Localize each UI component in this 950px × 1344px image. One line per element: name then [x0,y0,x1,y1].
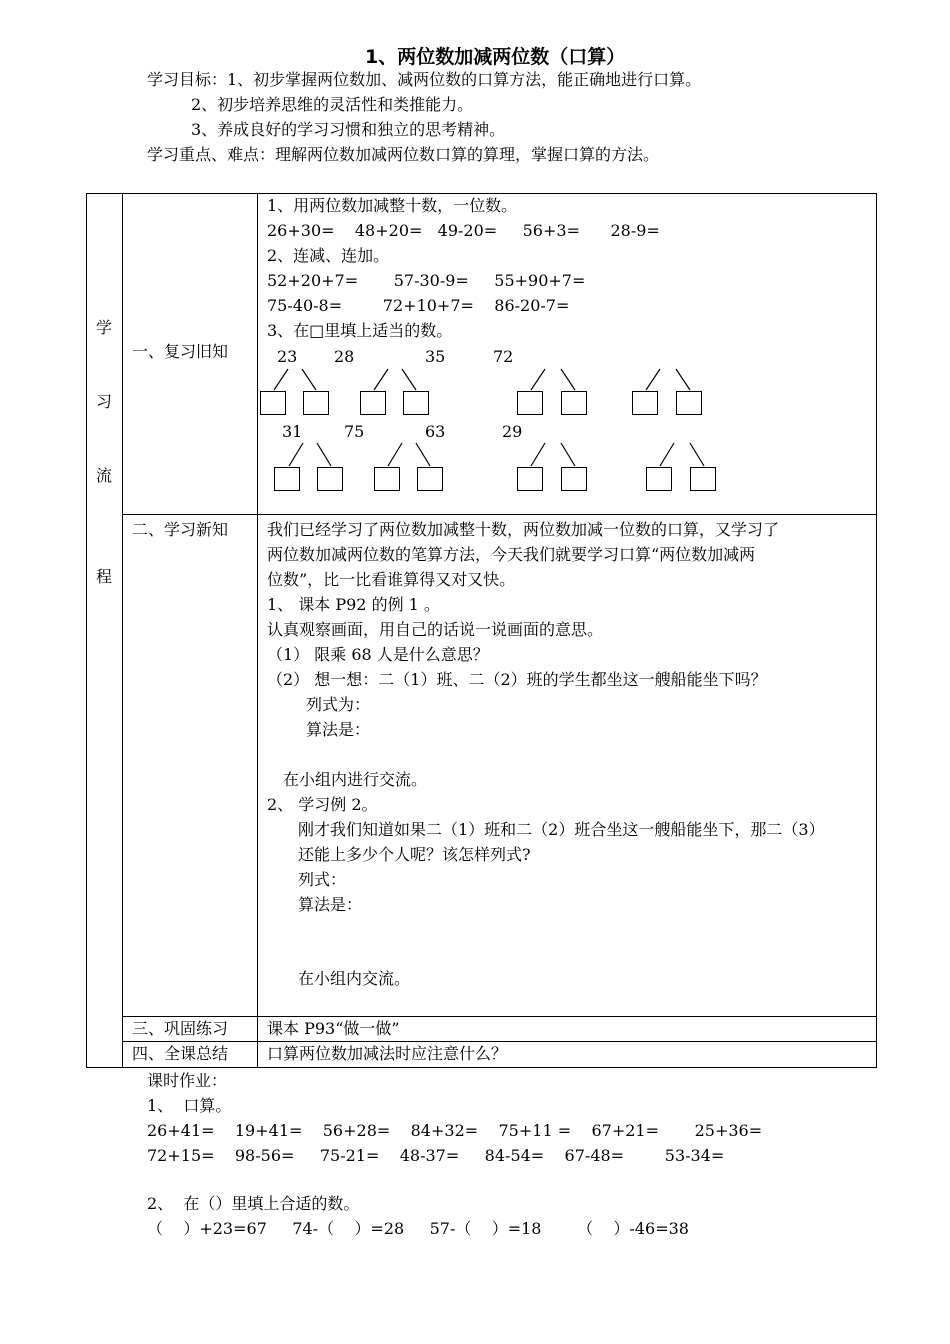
review-line-5: 75-40-8= 72+10+7= 86-20-7= [267,296,570,315]
answer-box[interactable] [690,467,716,491]
answer-box[interactable] [360,391,386,415]
summary-label: 四、全课总结 [132,1044,229,1063]
answer-box[interactable] [517,391,543,415]
new-line-5: 认真观察画面，用自己的话说一说画面的意思。 [267,620,604,639]
key-points-line: 学习重点、难点：理解两位数加减两位数口算的算理，掌握口算的方法。 [147,145,660,164]
answer-box[interactable] [417,467,443,491]
homework-row-2: 72+15= 98-56= 75-21= 48-37= 84-54= 67-48= 53-34= [147,1146,725,1165]
goal-line-2: 2、初步培养思维的灵活性和类推能力。 [191,95,474,114]
new-line-7: （2） 想一想：二（1）班、二（2）班的学生都坐这一艘船能坐下吗？ [267,670,767,689]
new-line-4: 1、 课本 P92 的例 1 。 [267,595,440,614]
answer-box[interactable] [317,467,343,491]
practice-content: 课本 P93“做一做” [267,1019,400,1038]
decompose-number: 72 [493,347,514,366]
decompose-number: 75 [344,422,365,441]
new-line-10: 在小组内进行交流。 [283,770,428,789]
new-line-15: 算法是： [298,895,363,914]
decompose-number: 31 [282,422,303,441]
new-line-6: （1） 限乘 68 人是什么意思？ [267,645,489,664]
summary-content: 口算两位数加减法时应注意什么？ [267,1044,508,1063]
new-line-16: 在小组内交流。 [298,969,411,988]
answer-box[interactable] [646,467,672,491]
new-line-14: 列式： [298,870,347,889]
side-label-char-1: 学 [96,318,113,337]
answer-box[interactable] [632,391,658,415]
homework-item-2: 2、 在（）里填上合适的数。 [147,1194,360,1213]
answer-box[interactable] [676,391,702,415]
new-knowledge-label: 二、学习新知 [132,520,229,539]
review-line-2: 26+30= 48+20= 49-20= 56+3= 28-9= [267,221,660,240]
side-label-char-3: 流 [96,466,113,485]
new-line-11: 2、 学习例 2。 [267,795,378,814]
answer-box[interactable] [303,391,329,415]
homework-item-1: 1、 口算。 [147,1096,232,1115]
review-line-1: 1、用两位数加减整十数，一位数。 [267,196,518,215]
review-line-6: 3、在□里填上适当的数。 [267,321,453,340]
new-line-9: 算法是： [306,720,371,739]
decompose-number: 29 [502,422,523,441]
new-line-13: 还能上多少个人呢？该怎样列式? [298,845,531,864]
homework-row-3: （ ）+23=67 74-（ ）=28 57-（ ）=18 （ ）-46=38 [147,1219,689,1238]
goal-line-3: 3、养成良好的学习习惯和独立的思考精神。 [191,120,506,139]
new-line-3: 位数”，比一比看谁算得又对又快。 [267,570,516,589]
answer-box[interactable] [561,391,587,415]
goal-line-1: 学习目标：1、初步掌握两位数加、减两位数的口算方法，能正确地进行口算。 [147,70,702,89]
answer-box[interactable] [403,391,429,415]
decompose-number: 63 [425,422,446,441]
new-line-12: 刚才我们知道如果二（1）班和二（2）班合坐这一艘船能坐下，那二（3） [298,820,825,839]
review-line-3: 2、连减、连加。 [267,246,390,265]
homework-heading: 课时作业： [147,1071,228,1090]
side-label-char-2: 习 [96,392,113,411]
side-label-char-4: 程 [96,567,113,586]
review-label: 一、复习旧知 [132,342,229,361]
practice-label: 三、巩固练习 [132,1019,229,1038]
answer-box[interactable] [517,467,543,491]
review-line-4: 52+20+7= 57-30-9= 55+90+7= [267,271,586,290]
page-title: 1、两位数加减两位数（口算） [365,46,626,68]
new-line-1: 我们已经学习了两位数加减整十数，两位数加减一位数的口算，又学习了 [267,520,780,539]
answer-box[interactable] [260,391,286,415]
answer-box[interactable] [561,467,587,491]
decompose-number: 23 [277,347,298,366]
new-line-8: 列式为： [306,695,371,714]
answer-box[interactable] [274,467,300,491]
decompose-number: 35 [425,347,446,366]
answer-box[interactable] [374,467,400,491]
new-line-2: 两位数加减两位数的笔算方法，今天我们就要学习口算“两位数加减两 [267,545,756,564]
homework-row-1: 26+41= 19+41= 56+28= 84+32= 75+11 = 67+21= 25+36= [147,1121,763,1140]
decompose-number: 28 [334,347,355,366]
